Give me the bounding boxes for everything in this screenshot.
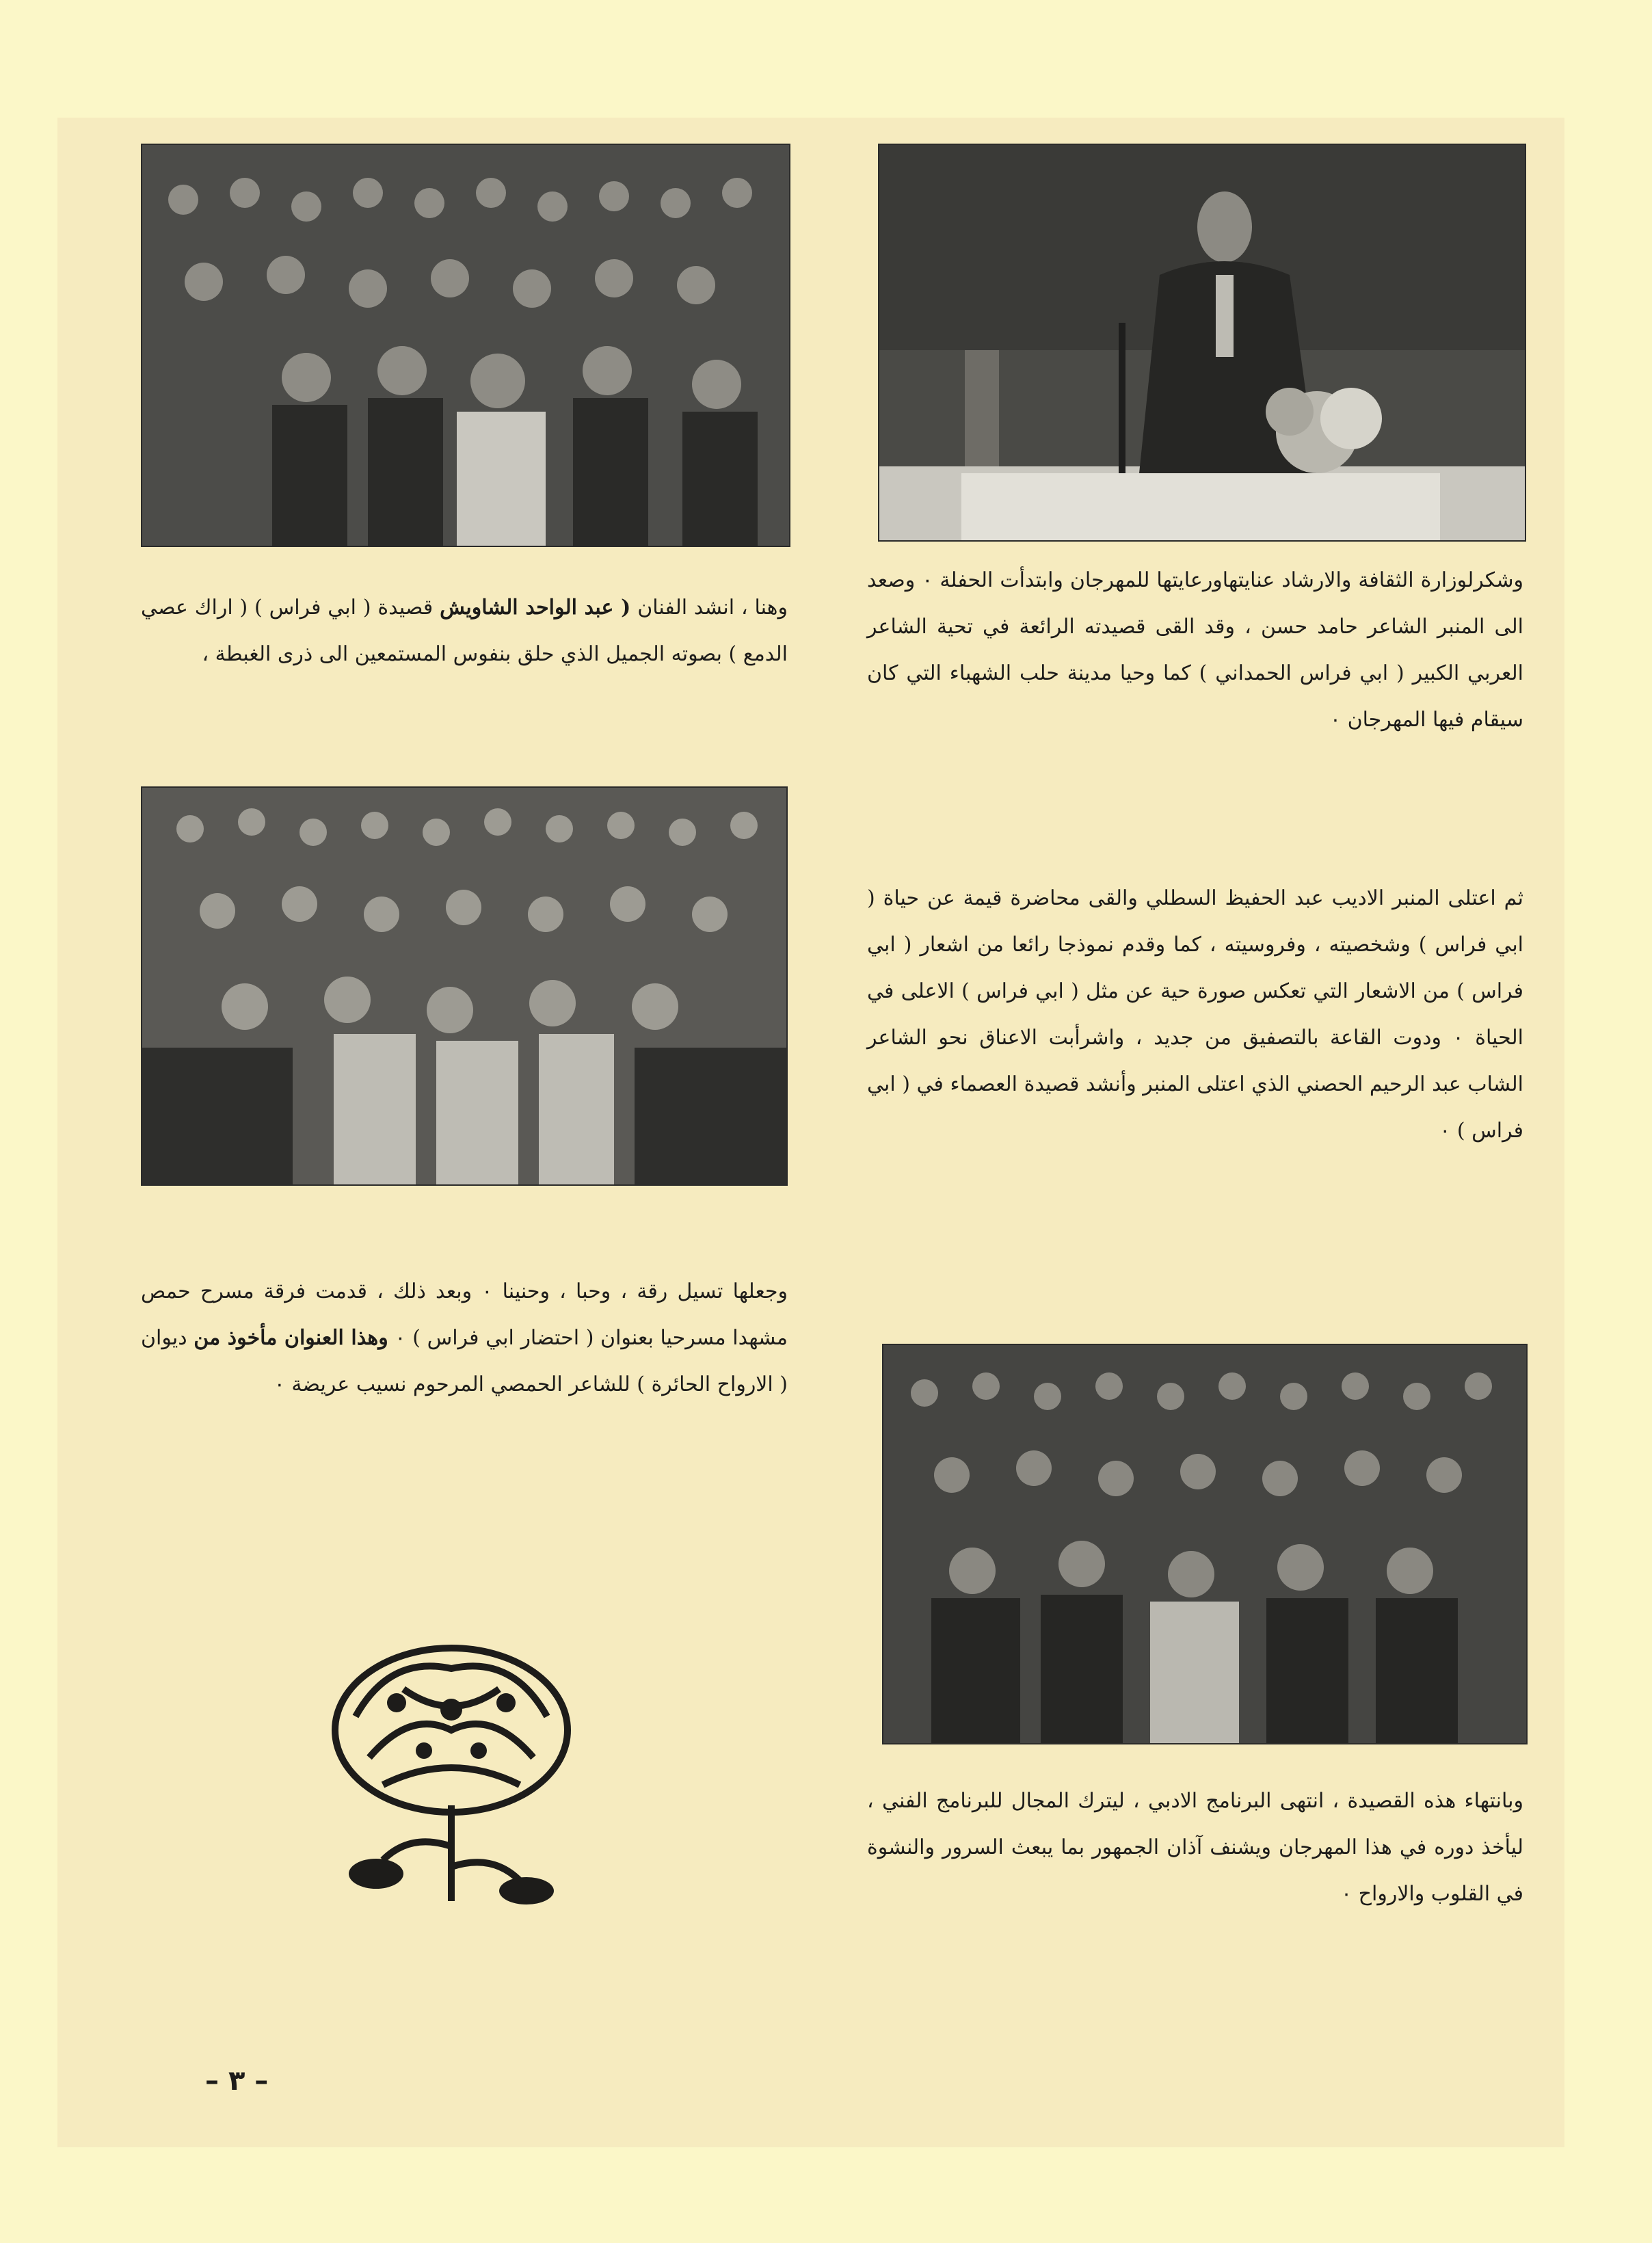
- audience-photo-bottom: [882, 1344, 1528, 1744]
- theatre-text-c: ديوان ( الارواح الحائرة ) للشاعر الحمصي المرحوم نسيب عريضة ٠: [141, 1326, 788, 1396]
- theatre-text-a: وجعلها تسيل رقة ، وحبا ، وحنينا ٠ وبعد ذلك ، قدمت فرقة مسرح حمص مشهدا مسرحيا بعنوان ( احتضار ابي فراس ) ٠: [141, 1279, 788, 1350]
- caption-theatre: [141, 1269, 788, 1408]
- caption-abdul-wahid: [141, 585, 788, 678]
- opening-text: وشكرلوزارة الثقافة والارشاد عنايتهاورعايتها للمهرجان وابتدأت الحفلة ٠ وصعد الى المنبر الشاعر حامد حسن ، وقد القى قصيدته الرائعة في تحية الشاعر العربي الكبير ( ابي فراس الحمداني ) كما وحيا مدينة حلب الشهباء التي كان سيقام فيها المهرجان ٠: [867, 568, 1524, 732]
- caption-lead: وهنا ، انشد الفنان: [637, 596, 788, 620]
- paragraph-closing: [867, 1778, 1523, 1917]
- singer-name: ( عبد الواحد الشاويش: [440, 596, 631, 620]
- page-number: – ٣ –: [205, 2065, 269, 2097]
- audience-photo-middle: [141, 786, 788, 1186]
- caption-rest: قصيدة ( ابي فراس ) ( اراك عصي الدمع ) بصوته الجميل الذي حلق بنفوس المستمعين الى ذرى الغبطة ،: [141, 596, 788, 666]
- paragraph-opening: [867, 557, 1523, 743]
- lecture-text: ثم اعتلى المنبر الاديب عبد الحفيظ السطلي والقى محاضرة قيمة عن حياة ( ابي فراس ) وشخصيته ، وفروسيته ، كما وقدم نموذجا رائعا من اشعار ( ابي فراس ) من الاشعار التي تعكس صورة حية عن مثل ( ابي فراس ) الاعلى في الحياة ٠ ودوت القاعة بالتصفيق من جديد ، واشرأبت الاعناق نحو الشاعر الشاب عبد الرحيم الحصني الذي اعتلى المنبر وأنشد قصيدة العصماء في ( ابي فراس ) ٠: [867, 886, 1523, 1143]
- paragraph-lecture: [867, 875, 1523, 1154]
- speaker-photo: [878, 144, 1526, 542]
- chrysanthemum-ornament: [308, 1628, 595, 1908]
- theatre-text-b: وهذا العنوان مأخوذ من: [194, 1326, 388, 1350]
- audience-photo-top: [141, 144, 790, 547]
- closing-text: وبانتهاء هذه القصيدة ، انتهى البرنامج الادبي ، ليترك المجال للبرنامج الفني ، ليأخذ دوره في هذا المهرجان ويشنف آذان الجمهور بما يبعث السرور والنشوة في القلوب والارواح ٠: [867, 1789, 1523, 1906]
